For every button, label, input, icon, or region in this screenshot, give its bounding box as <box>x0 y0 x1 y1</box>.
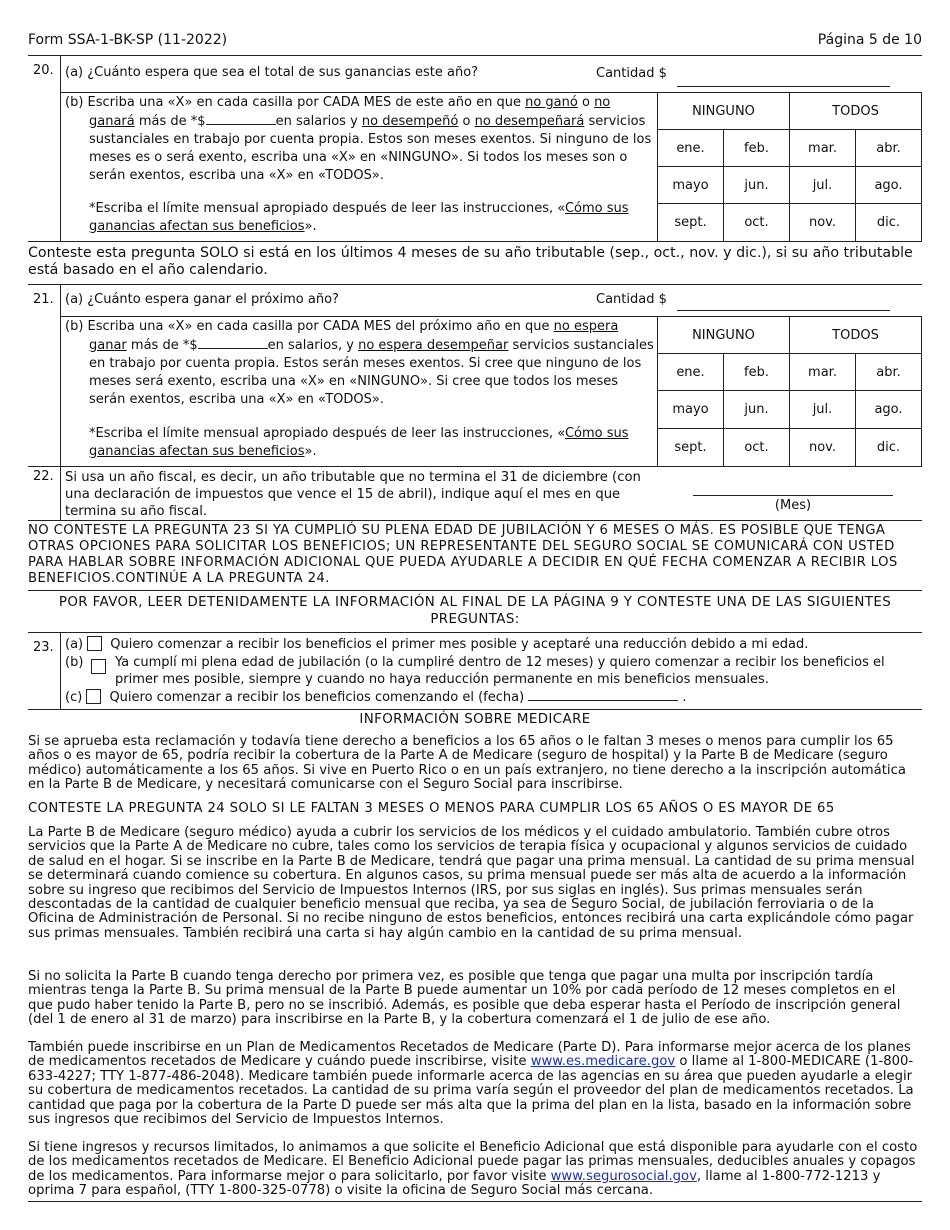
q20a-amount-label: Cantidad $ <box>596 66 667 81</box>
month-box[interactable]: mar. <box>790 130 856 167</box>
q20b-note: *Escriba el límite mensual apropiado después de leer las instrucciones, «Cómo sus ganancias afectan sus beneficios». <box>89 201 629 234</box>
month-box[interactable]: mayo <box>658 167 724 204</box>
q23b-checkbox[interactable] <box>91 659 106 674</box>
q23-option-b: Ya cumplí mi plena edad de jubilación (o la cumpliré dentro de 12 meses) y quiero comenzar a recibir los beneficios el primer mes posible, siempre y cuando no haya reducción permanente en mis beneficios mensuales. <box>115 655 885 687</box>
medicare-paragraph-4: También puede inscribirse en un Plan de Medicamentos Recetados de Medicare (Parte D). Para informarse mejor acerca de los planes de medicamentos recetados de Medicare y cuándo puede inscribirse, visite www.es.medicare.gov o llame al 1-800-MEDICARE (1-800-633-4227; TTY 1-877-486-2048). Medicare también puede informarle acerca de las agencias en su área que pueden ayudarle a elegir su cobertura de medicamentos recetados. La cantidad de su prima varía según el proveedor del plan de medicamentos recetados. La cantidad que paga por la cobertura de la Parte D puede ser más alta que la prima del plan en la lista, basado en la información sobre sus ingresos que recibimos del Servicio de Impuestos Internos. <box>28 1040 914 1128</box>
q22-month-input[interactable] <box>693 495 893 496</box>
month-box[interactable]: mar. <box>790 354 856 391</box>
divider <box>28 632 922 633</box>
month-box[interactable]: dic. <box>856 429 922 467</box>
instruction-q21: Conteste esta pregunta SOLO si está en los últimos 4 meses de su año tributable (sep., oct., nov. y dic.), si su año tributable está basado en el año calendario. <box>28 245 913 278</box>
divider <box>28 55 922 56</box>
q20b-text: (b) Escriba una «X» en cada casilla por CADA MES de este año en que no ganó o no ganará más de *$ en salarios y no desempeñó o no desempeñará servicios sustanciales en trabajo por cuenta propia. Estos son meses exentos. Si ninguno de los meses es o será exento, escriba una «X» en «NINGUNO». Si todos los meses son o serán exentos, escriba una «X» en «TODOS». <box>65 95 652 183</box>
q23c-date-input[interactable] <box>528 688 678 701</box>
q21a-amount-input[interactable] <box>677 310 890 311</box>
question-number: 23. <box>33 640 54 655</box>
q23-warning: NO CONTESTE LA PREGUNTA 23 SI YA CUMPLIÓ SU PLENA EDAD DE JUBILACIÓN Y 6 MESES O MÁS. ES POSIBLE QUE TENGA OTRAS OPCIONES PARA SOLICITAR LOS BENEFICIOS; UN REPRESENTANTE DEL SEGURO SOCIAL SE COMUNICARÁ CON USTED PARA HABLAR SOBRE INFORMACIÓN ADICIONAL QUE PUEDA AYUDARLE A DECIDIR EN QUÉ FECHA COMENZAR A RECIBIR LOS BENEFICIOS.CONTINÚE A LA PREGUNTA 24. <box>28 523 898 586</box>
month-box[interactable]: feb. <box>724 130 790 167</box>
month-box[interactable]: feb. <box>724 354 790 391</box>
q23-option-c: (c) Quiero comenzar a recibir los beneficios comenzando el (fecha) . <box>65 690 687 705</box>
q22-month-label: (Mes) <box>774 498 812 513</box>
medicare-paragraph-1: Si se aprueba esta reclamación y todavía tiene derecho a beneficios a los 65 años o le faltan 3 meses o menos para cumplir los 65 años o es mayor de 65, podría recibir la cobertura de la Parte A de Medicare (seguro de hospital) y la Parte B de Medicare (seguro médico) automáticamente a los 65 años. Si vive en Puerto Rico o en un país extranjero, no tiene derecho a la inscripción automática en la Parte B de Medicare, y necesitará comunicarse con el Seguro Social para inscribirse. <box>28 734 906 793</box>
q20b-limit-input[interactable] <box>206 112 276 125</box>
q21a-text: (a) ¿Cuánto espera ganar el próximo año? <box>65 292 339 307</box>
q21b-limit-input[interactable] <box>198 336 268 349</box>
divider <box>28 520 922 521</box>
form-id: Form SSA-1-BK-SP (11-2022) <box>28 32 228 48</box>
q21b-note: *Escriba el límite mensual apropiado después de leer las instrucciones, «Cómo sus ganancias afectan sus beneficios». <box>89 426 629 459</box>
q22-text: Si usa un año fiscal, es decir, un año tributable que no termina el 31 de diciembre (con una declaración de impuestos que vence el 15 de abril), indique aquí el mes en que termina su año fiscal. <box>65 470 641 519</box>
ninguno-box[interactable]: NINGUNO <box>658 317 790 354</box>
divider <box>60 55 61 241</box>
q23a-checkbox[interactable] <box>87 636 102 651</box>
q21-month-grid <box>657 316 922 467</box>
q21b-text: (b) Escriba una «X» en cada casilla por CADA MES del próximo año en que no espera ganar más de *$ en salarios, y no espera desempeñar servicios sustanciales en trabajo por cuenta propia. Estos serán meses exentos. Si cree que ninguno de los meses será exento, escriba una «X» en «NINGUNO». Si cree que todos los meses serán exentos, escriba una «X» en «TODOS». <box>65 319 654 407</box>
question-number: 22. <box>33 469 54 484</box>
month-box[interactable]: jul. <box>790 391 856 429</box>
month-box[interactable]: ene. <box>658 130 724 167</box>
medicare-link[interactable]: www.es.medicare.gov <box>530 1054 676 1070</box>
q23-option-b-label: (b) <box>65 655 84 670</box>
divider <box>28 709 922 710</box>
divider <box>28 466 660 467</box>
todos-box[interactable]: TODOS <box>790 317 922 354</box>
divider <box>28 1201 922 1202</box>
divider <box>60 284 61 520</box>
month-box[interactable]: nov. <box>790 429 856 467</box>
medicare-paragraph-2: La Parte B de Medicare (seguro médico) ayuda a cubrir los servicios de los médicos y el cuidado ambulatorio. También cubre otros servicios que la Parte A de Medicare no cubre, tales como los servicios de terapia física y ocupacional y algunos servicios de cuidado de salud en el hogar. Si se inscribe en la Parte B de Medicare, tendrá que pagar una prima mensual. La cantidad de su prima mensual se determinará cuando comience su cobertura. En algunos casos, su prima mensual puede ser más alta de acuerdo a la información sobre su ingreso que recibimos del Servicio de Impuestos Internos (IRS, por sus siglas en inglés). Sus primas mensuales serán descontadas de la cantidad de cualquier beneficio mensual que reciba, ya sea de Seguro Social, de jubilación ferroviaria o de la Oficina de Administración de Personal. Si no recibe ninguno de estos beneficios, entonces recibirá una carta explicándole cómo pagar sus primas mensuales. También recibirá una carta si hay algún cambio en la cantidad de su prima mensual. <box>28 825 915 941</box>
month-box[interactable]: sept. <box>658 204 724 242</box>
divider <box>60 632 61 709</box>
q23c-checkbox[interactable] <box>86 689 101 704</box>
page-number: Página 5 de 10 <box>817 32 922 48</box>
todos-box[interactable]: TODOS <box>790 93 922 130</box>
month-box[interactable]: abr. <box>856 130 922 167</box>
month-box[interactable]: jul. <box>790 167 856 204</box>
medicare-title: INFORMACIÓN SOBRE MEDICARE <box>359 712 591 727</box>
divider <box>28 590 922 591</box>
read-note: POR FAVOR, LEER DETENIDAMENTE LA INFORMACIÓN AL FINAL DE LA PÁGINA 9 Y CONTESTE UNA DE LAS SIGUIENTES PREGUNTAS: <box>58 595 892 627</box>
question-number: 21. <box>33 292 54 307</box>
month-box[interactable]: ene. <box>658 354 724 391</box>
month-box[interactable]: oct. <box>724 204 790 242</box>
segurosocial-link[interactable]: www.segurosocial.gov <box>550 1168 697 1184</box>
month-box[interactable]: abr. <box>856 354 922 391</box>
divider <box>28 284 922 285</box>
ninguno-box[interactable]: NINGUNO <box>658 93 790 130</box>
month-box[interactable]: ago. <box>856 391 922 429</box>
medicare-paragraph-3: Si no solicita la Parte B cuando tenga derecho por primera vez, es posible que tenga que pagar una multa por inscripción tardía mientras tenga la Parte B. Su prima mensual de la Parte B puede aumentar un 10% por cada período de 12 meses completos en el que pudo haber tenido la Parte B, pero no se inscribió. Además, es posible que deba esperar hasta el Período de inscripción general (del 1 de enero al 31 de marzo) para inscribirse en la Parte B, y la cobertura comenzará el 1 de julio de ese año. <box>28 969 901 1028</box>
q20a-amount-input[interactable] <box>677 86 890 87</box>
month-box[interactable]: jun. <box>724 167 790 204</box>
q24-note: CONTESTE LA PREGUNTA 24 SOLO SI LE FALTAN 3 MESES O MENOS PARA CUMPLIR LOS 65 AÑOS O ES MAYOR DE 65 <box>28 801 835 816</box>
month-box[interactable]: oct. <box>724 429 790 467</box>
q23-option-a: (a) Quiero comenzar a recibir los beneficios el primer mes posible y aceptaré una reducción debido a mi edad. <box>65 637 809 652</box>
month-box[interactable]: sept. <box>658 429 724 467</box>
q20a-text: (a) ¿Cuánto espera que sea el total de sus ganancias este año? <box>65 65 479 80</box>
month-box[interactable]: mayo <box>658 391 724 429</box>
month-box[interactable]: jun. <box>724 391 790 429</box>
q21a-amount-label: Cantidad $ <box>596 292 667 307</box>
month-box[interactable]: dic. <box>856 204 922 242</box>
month-box[interactable]: ago. <box>856 167 922 204</box>
month-box[interactable]: nov. <box>790 204 856 242</box>
medicare-paragraph-5: Si tiene ingresos y recursos limitados, lo animamos a que solicite el Beneficio Adicional que está disponible para ayudarle con el costo de los medicamentos recetados de Medicare. El Beneficio Adicional puede pagar las primas mensuales, deducibles anuales y copagos de los medicamentos. Para informarse mejor o para solicitarlo, por favor visite www.segurosocial.gov, llame al 1-800-772-1213 y oprima 7 para español, (TTY 1-800-325-0778) o visite la oficina de Seguro Social más cercana. <box>28 1140 918 1199</box>
q20-month-grid <box>657 92 922 242</box>
divider <box>28 241 660 242</box>
question-number: 20. <box>33 63 54 78</box>
